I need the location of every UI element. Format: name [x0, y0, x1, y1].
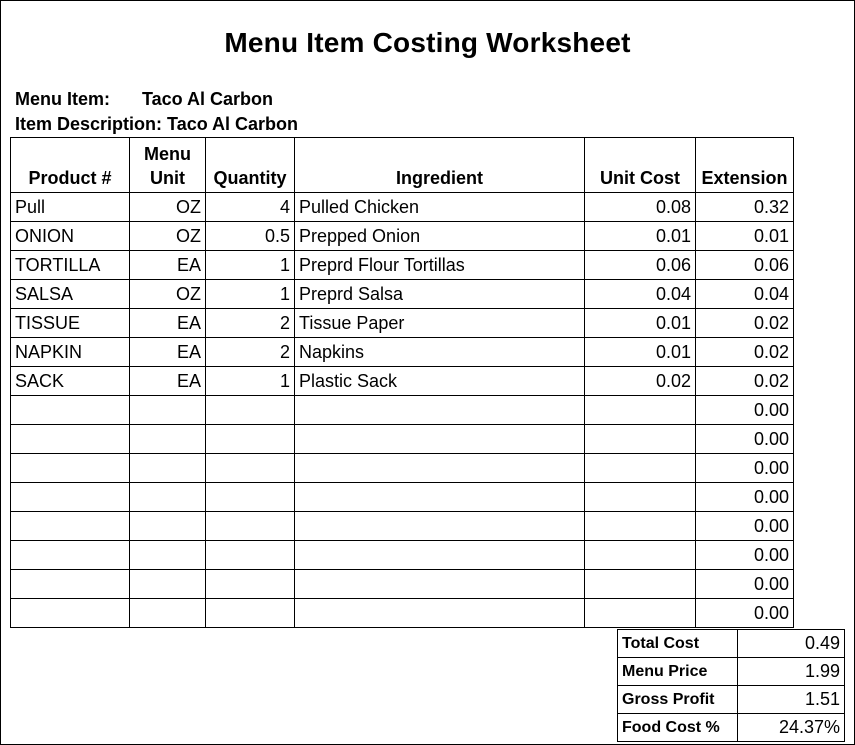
unit-cost-cell[interactable] — [585, 570, 696, 599]
product-cell[interactable]: ONION — [11, 222, 130, 251]
table-row — [11, 454, 794, 483]
item-description-line — [15, 114, 298, 135]
product-cell[interactable] — [11, 396, 130, 425]
ingredient-cell[interactable]: Tissue Paper — [295, 309, 585, 338]
quantity-cell[interactable]: 4 — [206, 193, 295, 222]
table-row — [11, 483, 794, 512]
summary-row — [618, 686, 845, 714]
summary-label: Gross Profit — [618, 686, 738, 714]
summary-row — [618, 658, 845, 686]
menu-unit-cell[interactable]: OZ — [130, 222, 206, 251]
extension-cell[interactable]: 0.00 — [696, 570, 794, 599]
quantity-cell[interactable] — [206, 512, 295, 541]
product-cell[interactable] — [11, 570, 130, 599]
header-unit-cost: Unit Cost — [585, 138, 696, 193]
quantity-cell[interactable] — [206, 454, 295, 483]
table-row — [11, 251, 794, 280]
product-cell[interactable]: TORTILLA — [11, 251, 130, 280]
quantity-cell[interactable]: 1 — [206, 367, 295, 396]
unit-cost-cell[interactable]: 0.08 — [585, 193, 696, 222]
ingredient-cell[interactable] — [295, 599, 585, 628]
ingredient-cell[interactable] — [295, 570, 585, 599]
product-cell[interactable] — [11, 541, 130, 570]
header-menu-unit — [130, 138, 206, 193]
summary-table — [617, 629, 845, 742]
menu-unit-cell[interactable] — [130, 541, 206, 570]
header-quantity: Quantity — [206, 138, 295, 193]
extension-cell[interactable]: 0.02 — [696, 309, 794, 338]
menu-unit-cell[interactable] — [130, 599, 206, 628]
summary-row — [618, 714, 845, 742]
extension-cell[interactable]: 0.02 — [696, 338, 794, 367]
ingredient-cell[interactable]: Preprd Flour Tortillas — [295, 251, 585, 280]
table-row — [11, 367, 794, 396]
unit-cost-cell[interactable]: 0.01 — [585, 338, 696, 367]
unit-cost-cell[interactable] — [585, 512, 696, 541]
product-cell[interactable]: SACK — [11, 367, 130, 396]
unit-cost-cell[interactable] — [585, 454, 696, 483]
menu-unit-cell[interactable] — [130, 570, 206, 599]
extension-cell[interactable]: 0.32 — [696, 193, 794, 222]
extension-cell[interactable]: 0.00 — [696, 512, 794, 541]
page-title: Menu Item Costing Worksheet — [224, 27, 631, 58]
quantity-cell[interactable]: 0.5 — [206, 222, 295, 251]
ingredient-cell[interactable]: Napkins — [295, 338, 585, 367]
quantity-cell[interactable]: 2 — [206, 338, 295, 367]
extension-cell[interactable]: 0.00 — [696, 483, 794, 512]
menu-unit-cell[interactable]: OZ — [130, 280, 206, 309]
table-row — [11, 193, 794, 222]
menu-unit-cell[interactable]: EA — [130, 367, 206, 396]
extension-cell[interactable]: 0.04 — [696, 280, 794, 309]
table-row — [11, 512, 794, 541]
extension-cell[interactable]: 0.00 — [696, 541, 794, 570]
summary-label: Menu Price — [618, 658, 738, 686]
menu-unit-cell[interactable]: EA — [130, 251, 206, 280]
quantity-cell[interactable]: 2 — [206, 309, 295, 338]
menu-item-line — [15, 89, 273, 110]
extension-cell[interactable]: 0.01 — [696, 222, 794, 251]
summary-value[interactable]: 1.51 — [738, 686, 845, 714]
ingredient-cell[interactable] — [295, 541, 585, 570]
summary-value[interactable]: 24.37% — [738, 714, 845, 742]
unit-cost-cell[interactable]: 0.02 — [585, 367, 696, 396]
table-row — [11, 570, 794, 599]
quantity-cell[interactable] — [206, 483, 295, 512]
menu-unit-cell[interactable]: EA — [130, 309, 206, 338]
table-row — [11, 309, 794, 338]
unit-cost-cell[interactable] — [585, 541, 696, 570]
header-product: Product # — [11, 138, 130, 193]
unit-cost-cell[interactable]: 0.06 — [585, 251, 696, 280]
product-cell[interactable]: Pull — [11, 193, 130, 222]
header-row — [11, 138, 794, 193]
unit-cost-cell[interactable] — [585, 425, 696, 454]
quantity-cell[interactable] — [206, 396, 295, 425]
quantity-cell[interactable]: 1 — [206, 251, 295, 280]
extension-cell[interactable]: 0.00 — [696, 396, 794, 425]
product-cell[interactable] — [11, 512, 130, 541]
menu-unit-cell[interactable] — [130, 396, 206, 425]
product-cell[interactable]: TISSUE — [11, 309, 130, 338]
quantity-cell[interactable]: 1 — [206, 280, 295, 309]
unit-cost-cell[interactable] — [585, 396, 696, 425]
product-cell[interactable] — [11, 483, 130, 512]
table-row — [11, 338, 794, 367]
ingredient-cell[interactable] — [295, 425, 585, 454]
table-row — [11, 541, 794, 570]
unit-cost-cell[interactable]: 0.01 — [585, 222, 696, 251]
item-description-value: Taco Al Carbon — [167, 114, 299, 134]
ingredient-cell[interactable] — [295, 396, 585, 425]
header-menu-unit-line1: Menu — [144, 144, 191, 164]
menu-unit-cell[interactable] — [130, 483, 206, 512]
menu-unit-cell[interactable]: EA — [130, 338, 206, 367]
unit-cost-cell[interactable]: 0.01 — [585, 309, 696, 338]
ingredient-cell[interactable] — [295, 483, 585, 512]
menu-item-label: Menu Item: — [15, 89, 111, 109]
quantity-cell[interactable] — [206, 570, 295, 599]
ingredient-cell[interactable]: Preprd Salsa — [295, 280, 585, 309]
menu-unit-cell[interactable] — [130, 425, 206, 454]
ingredient-cell[interactable] — [295, 454, 585, 483]
table-row — [11, 599, 794, 628]
ingredient-cell[interactable]: Prepped Onion — [295, 222, 585, 251]
unit-cost-cell[interactable] — [585, 599, 696, 628]
extension-cell[interactable]: 0.06 — [696, 251, 794, 280]
header-ingredient: Ingredient — [295, 138, 585, 193]
item-description-label: Item Description: — [15, 114, 163, 134]
unit-cost-cell[interactable] — [585, 483, 696, 512]
product-cell[interactable] — [11, 454, 130, 483]
costing-table — [10, 137, 794, 628]
quantity-cell[interactable] — [206, 599, 295, 628]
summary-value[interactable]: 1.99 — [738, 658, 845, 686]
extension-cell[interactable]: 0.00 — [696, 599, 794, 628]
extension-cell[interactable]: 0.00 — [696, 425, 794, 454]
summary-label: Food Cost % — [618, 714, 738, 742]
product-cell[interactable] — [11, 425, 130, 454]
product-cell[interactable]: NAPKIN — [11, 338, 130, 367]
header-menu-unit-line2: Unit — [150, 168, 185, 188]
table-row — [11, 280, 794, 309]
summary-label: Total Cost — [618, 630, 738, 658]
header-extension: Extension — [696, 138, 794, 193]
table-row — [11, 396, 794, 425]
quantity-cell[interactable] — [206, 425, 295, 454]
summary-row — [618, 630, 845, 658]
product-cell[interactable]: SALSA — [11, 280, 130, 309]
ingredient-cell[interactable]: Plastic Sack — [295, 367, 585, 396]
menu-unit-cell[interactable]: OZ — [130, 193, 206, 222]
ingredient-cell[interactable] — [295, 512, 585, 541]
extension-cell[interactable]: 0.02 — [696, 367, 794, 396]
extension-cell[interactable]: 0.00 — [696, 454, 794, 483]
product-cell[interactable] — [11, 599, 130, 628]
unit-cost-cell[interactable]: 0.04 — [585, 280, 696, 309]
quantity-cell[interactable] — [206, 541, 295, 570]
menu-unit-cell[interactable] — [130, 454, 206, 483]
menu-unit-cell[interactable] — [130, 512, 206, 541]
table-row — [11, 222, 794, 251]
menu-item-value: Taco Al Carbon — [142, 89, 274, 109]
summary-value[interactable]: 0.49 — [738, 630, 845, 658]
table-row — [11, 425, 794, 454]
ingredient-cell[interactable]: Pulled Chicken — [295, 193, 585, 222]
